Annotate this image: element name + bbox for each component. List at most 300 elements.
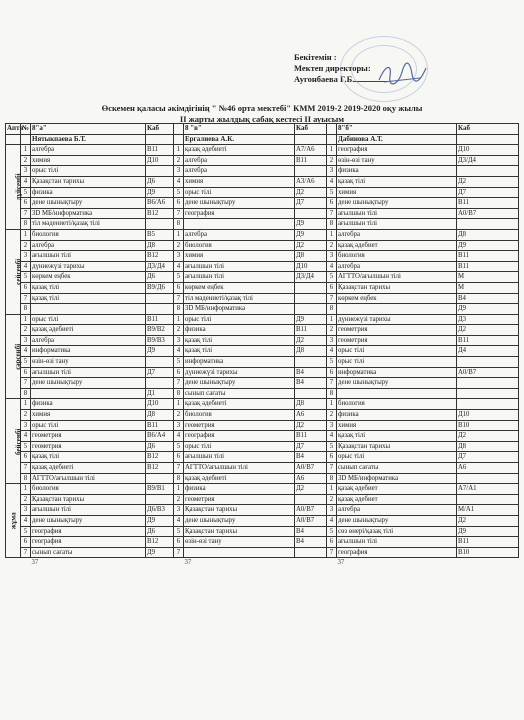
lesson-num-v: 4: [174, 431, 184, 442]
lesson-num-a: 7: [21, 463, 31, 474]
lesson-num-v: 1: [174, 229, 184, 240]
day-label: [6, 145, 21, 230]
day-label: [6, 484, 21, 558]
lesson-num-a: 2: [21, 325, 31, 336]
lesson-num-b: 5: [327, 272, 337, 283]
room-a: Д6/В3: [146, 505, 174, 516]
room-b: М: [457, 272, 519, 283]
room-a: Д3/Д4: [146, 261, 174, 272]
subject-a: 3D МБ/информатика: [31, 208, 146, 219]
lesson-num-v: 6: [174, 282, 184, 293]
lesson-num-b: 7: [327, 208, 337, 219]
header-row: [6, 124, 519, 135]
subject-b: қазақ әдебиет: [337, 484, 457, 495]
room-b: М/А1: [457, 505, 519, 516]
lesson-num-b: 3: [327, 335, 337, 346]
lesson-num-b: 2: [327, 494, 337, 505]
lesson-num-b: 2: [327, 325, 337, 336]
subject-b: ағылшын тілі: [337, 219, 457, 230]
subject-a: физика: [31, 399, 146, 410]
subject-v: Қазақстан тарихы: [184, 505, 295, 516]
room-a: Д1: [146, 388, 174, 399]
subject-a: көркем еңбек: [31, 272, 146, 283]
day-name: бейсенбі: [14, 428, 23, 455]
table-row: [6, 314, 519, 325]
subject-v: алгебра: [184, 155, 295, 166]
subject-a: орыс тілі: [31, 420, 146, 431]
lesson-num-a: 5: [21, 187, 31, 198]
total-class-b: 37: [337, 559, 345, 567]
lesson-num-v: 5: [174, 526, 184, 537]
lesson-num-b: 4: [327, 176, 337, 187]
header-cab-b: Каб: [457, 124, 519, 135]
lesson-num-v: 7: [174, 463, 184, 474]
subject-b: 3D МБ/информатика: [337, 473, 457, 484]
room-b: Д9: [457, 240, 519, 251]
subject-v: өзін-өзі тану: [184, 537, 295, 548]
room-v: В4: [295, 378, 327, 389]
lesson-num-b: 6: [327, 282, 337, 293]
room-b: [457, 378, 519, 389]
room-a: В9/Д6: [146, 282, 174, 293]
subject-v: дене шынықтыру: [184, 515, 295, 526]
subject-v: химия: [184, 176, 295, 187]
lesson-num-a: 7: [21, 547, 31, 558]
room-a: В6/А6: [146, 198, 174, 209]
room-a: [146, 378, 174, 389]
lesson-num-a: 1: [21, 314, 31, 325]
lesson-num-b: 1: [327, 484, 337, 495]
lesson-num-a: 7: [21, 378, 31, 389]
subject-a: геометрия: [31, 441, 146, 452]
room-v: В4: [295, 452, 327, 463]
header-class-a: 8"а": [31, 124, 146, 135]
room-a: Д6: [146, 272, 174, 283]
room-v: В11: [295, 155, 327, 166]
table-row: [6, 515, 519, 526]
lesson-num-b: 8: [327, 219, 337, 230]
subject-v: сынып сағаты: [184, 388, 295, 399]
table-row: [6, 251, 519, 262]
lesson-num-v: 1: [174, 314, 184, 325]
subject-a: қазақ әдебиеті: [31, 463, 146, 474]
room-b: Д2: [457, 176, 519, 187]
room-v: Д3/Д4: [295, 272, 327, 283]
subject-v: алгебра: [184, 229, 295, 240]
subject-b: алгебра: [337, 229, 457, 240]
subject-a: тіл мәдениеті/қазақ тілі: [31, 219, 146, 230]
lesson-num-a: 1: [21, 229, 31, 240]
room-v: [295, 388, 327, 399]
room-b: В11: [457, 261, 519, 272]
lesson-num-v: 3: [174, 505, 184, 516]
day-name: жұма: [9, 512, 18, 530]
room-v: [295, 166, 327, 177]
table-row: [6, 388, 519, 399]
lesson-num-a: 3: [21, 251, 31, 262]
lesson-num-a: 7: [21, 293, 31, 304]
lesson-num-a: 4: [21, 431, 31, 442]
room-v: Д2: [295, 240, 327, 251]
room-v: В4: [295, 537, 327, 548]
room-v: А0/В7: [295, 463, 327, 474]
room-b: А6: [457, 463, 519, 474]
room-b: В10: [457, 420, 519, 431]
header-class-v: 8 "в": [184, 124, 295, 135]
subject-b: қазақ әдебиет: [337, 494, 457, 505]
subject-b: Қазақстан тарихы: [337, 282, 457, 293]
header-spacer-b: [327, 124, 337, 135]
table-row: [6, 229, 519, 240]
teacher-class-b: Дабинова А.Т.: [337, 134, 457, 145]
room-a: В9/В1: [146, 484, 174, 495]
lesson-num-v: 8: [174, 473, 184, 484]
room-v: А0/В7: [295, 505, 327, 516]
subject-a: орыс тілі: [31, 166, 146, 177]
subject-a: алгебра: [31, 145, 146, 156]
subject-b: АГТТО/ағылшын тілі: [337, 272, 457, 283]
header-cab-v: Каб: [295, 124, 327, 135]
subject-a: информатика: [31, 346, 146, 357]
room-v: Д8: [295, 251, 327, 262]
lesson-num-a: 3: [21, 505, 31, 516]
lesson-num-a: 7: [21, 208, 31, 219]
lesson-num-v: 7: [174, 378, 184, 389]
lesson-num-b: 7: [327, 463, 337, 474]
subject-a: дене шынықтыру: [31, 378, 146, 389]
room-v: В4: [295, 526, 327, 537]
room-a: Д9: [146, 515, 174, 526]
lesson-num-a: 4: [21, 515, 31, 526]
room-a: [146, 494, 174, 505]
room-b: М: [457, 282, 519, 293]
room-v: [295, 208, 327, 219]
lesson-num-a: 8: [21, 388, 31, 399]
subject-b: ағылшын тілі: [337, 537, 457, 548]
room-a: Д6: [146, 176, 174, 187]
room-a: Д9: [146, 346, 174, 357]
teacher-class-v: Ергалиева А.К.: [184, 134, 295, 145]
subject-a: қазақ тілі: [31, 282, 146, 293]
table-row: [6, 431, 519, 442]
lesson-num-b: 1: [327, 399, 337, 410]
lesson-num-b: 2: [327, 410, 337, 421]
subject-a: физика: [31, 187, 146, 198]
room-a: [146, 293, 174, 304]
table-row: [6, 410, 519, 421]
room-b: А7/А1: [457, 484, 519, 495]
subject-v: дене шынықтыру: [184, 198, 295, 209]
room-v: Д7: [295, 198, 327, 209]
subject-a: ағылшын тілі: [31, 367, 146, 378]
subject-a: география: [31, 537, 146, 548]
room-a: Д9: [146, 187, 174, 198]
table-row: [6, 325, 519, 336]
subject-b: информатика: [337, 367, 457, 378]
lesson-num-b: 5: [327, 441, 337, 452]
subject-a: химия: [31, 410, 146, 421]
room-a: В6/А4: [146, 431, 174, 442]
table-row: [6, 346, 519, 357]
room-b: В11: [457, 251, 519, 262]
lesson-num-a: 2: [21, 240, 31, 251]
lesson-num-b: 1: [327, 145, 337, 156]
subject-a: ағылшын тілі: [31, 505, 146, 516]
room-v: [295, 293, 327, 304]
subject-v: география: [184, 208, 295, 219]
room-v: [295, 304, 327, 315]
room-b: Д8: [457, 441, 519, 452]
room-b: А0/В7: [457, 367, 519, 378]
subject-a: қазақ тілі: [31, 293, 146, 304]
teacher-row: [6, 134, 519, 145]
lesson-num-v: 4: [174, 261, 184, 272]
room-b: Д8: [457, 229, 519, 240]
lesson-num-b: 6: [327, 452, 337, 463]
subject-b: қазақ тілі: [337, 176, 457, 187]
room-b: Д3/Д4: [457, 155, 519, 166]
lesson-num-v: 7: [174, 547, 184, 558]
room-a: [146, 473, 174, 484]
lesson-num-a: 1: [21, 145, 31, 156]
lesson-num-v: 8: [174, 219, 184, 230]
subject-a: дене шынықтыру: [31, 198, 146, 209]
lesson-num-v: 3: [174, 420, 184, 431]
table-row: [6, 219, 519, 230]
subject-v: геометрия: [184, 420, 295, 431]
subject-v: Қазақстан тарихы: [184, 526, 295, 537]
room-b: Д7: [457, 452, 519, 463]
room-b: [457, 219, 519, 230]
table-row: [6, 293, 519, 304]
lesson-num-a: 5: [21, 357, 31, 368]
table-row: [6, 240, 519, 251]
subject-a: қазақ әдебиеті: [31, 325, 146, 336]
lesson-num-a: 5: [21, 272, 31, 283]
day-label: [6, 399, 21, 484]
subject-v: көркем еңбек: [184, 282, 295, 293]
subject-a: биология: [31, 229, 146, 240]
lesson-num-a: 6: [21, 537, 31, 548]
lesson-num-v: 4: [174, 515, 184, 526]
subject-a: қазақ тілі: [31, 452, 146, 463]
table-row: [6, 198, 519, 209]
table-row: [6, 145, 519, 156]
lesson-num-b: 4: [327, 346, 337, 357]
subject-b: орыс тілі: [337, 346, 457, 357]
table-row: [6, 452, 519, 463]
lesson-num-b: 8: [327, 304, 337, 315]
lesson-num-v: 7: [174, 293, 184, 304]
table-row: [6, 399, 519, 410]
subject-v: орыс тілі: [184, 187, 295, 198]
subject-b: физика: [337, 166, 457, 177]
room-b: Д7: [457, 187, 519, 198]
lesson-num-v: 8: [174, 388, 184, 399]
subject-b: алгебра: [337, 505, 457, 516]
totals-row: [6, 558, 519, 568]
table-row: [6, 187, 519, 198]
subject-b: [337, 388, 457, 399]
lesson-num-a: 3: [21, 335, 31, 346]
room-v: Д9: [295, 314, 327, 325]
lesson-num-b: 4: [327, 261, 337, 272]
room-a: Д6: [146, 441, 174, 452]
total-class-v: 37: [184, 559, 192, 567]
subject-v: химия: [184, 251, 295, 262]
lesson-num-b: 7: [327, 293, 337, 304]
lesson-num-b: 2: [327, 155, 337, 166]
room-v: Д2: [295, 335, 327, 346]
header-class-b: 8"б": [337, 124, 457, 135]
subject-v: физика: [184, 325, 295, 336]
room-b: Д3: [457, 314, 519, 325]
room-v: [295, 547, 327, 558]
room-v: А7/А6: [295, 145, 327, 156]
table-row: [6, 484, 519, 495]
subject-b: орыс тілі: [337, 357, 457, 368]
lesson-num-b: 8: [327, 473, 337, 484]
room-v: Д2: [295, 484, 327, 495]
room-a: В12: [146, 452, 174, 463]
subject-v: биология: [184, 410, 295, 421]
room-v: Д8: [295, 399, 327, 410]
lesson-num-v: 2: [174, 155, 184, 166]
room-a: В11: [146, 420, 174, 431]
room-a: [146, 219, 174, 230]
subject-v: тіл мәдениеті/қазақ тілі: [184, 293, 295, 304]
room-a: [146, 166, 174, 177]
subject-v: орыс тілі: [184, 441, 295, 452]
subject-b: геометрия: [337, 335, 457, 346]
table-row: [6, 526, 519, 537]
subject-v: орыс тілі: [184, 314, 295, 325]
table-row: [6, 335, 519, 346]
subject-v: алгебра: [184, 166, 295, 177]
lesson-num-a: 6: [21, 282, 31, 293]
subject-v: биология: [184, 240, 295, 251]
subject-v: дүниежүзі тарихы: [184, 367, 295, 378]
document-subtitle: II жарты жылдық сабақ кестесі II ауысым: [179, 114, 345, 124]
lesson-num-a: 8: [21, 219, 31, 230]
lesson-num-a: 6: [21, 198, 31, 209]
room-a: Д9: [146, 547, 174, 558]
approval-label: Бекітемін :: [294, 52, 337, 62]
room-b: Д9: [457, 304, 519, 315]
lesson-num-b: 5: [327, 187, 337, 198]
table-row: [6, 494, 519, 505]
lesson-num-a: 5: [21, 526, 31, 537]
subject-a: ағылшын тілі: [31, 251, 146, 262]
room-v: Д2: [295, 187, 327, 198]
room-b: В11: [457, 537, 519, 548]
lesson-num-b: 5: [327, 357, 337, 368]
room-a: В12: [146, 251, 174, 262]
subject-v: информатика: [184, 357, 295, 368]
room-b: [457, 473, 519, 484]
room-b: Д10: [457, 410, 519, 421]
subject-b: география: [337, 145, 457, 156]
room-v: В4: [295, 367, 327, 378]
table-row: [6, 166, 519, 177]
room-b: [457, 166, 519, 177]
room-b: Д9: [457, 526, 519, 537]
subject-b: география: [337, 547, 457, 558]
teacher-class-a: Нятыкпаева Б.Т.: [31, 134, 146, 145]
subject-a: сынып сағаты: [31, 547, 146, 558]
room-a: В12: [146, 463, 174, 474]
lesson-num-v: 3: [174, 335, 184, 346]
table-row: [6, 282, 519, 293]
subject-a: алгебра: [31, 335, 146, 346]
room-b: В4: [457, 293, 519, 304]
subject-a: өзін-өзі тану: [31, 357, 146, 368]
lesson-num-a: 1: [21, 399, 31, 410]
day-label: [6, 229, 21, 314]
lesson-num-a: 5: [21, 441, 31, 452]
table-row: [6, 537, 519, 548]
subject-a: Қазақстан тарихы: [31, 176, 146, 187]
lesson-num-a: 8: [21, 304, 31, 315]
room-a: [146, 357, 174, 368]
room-a: Д7: [146, 367, 174, 378]
subject-b: дене шынықтыру: [337, 378, 457, 389]
subject-a: дүниежүзі тарихы: [31, 261, 146, 272]
room-a: В12: [146, 208, 174, 219]
day-name: сәрсенбі: [14, 343, 23, 370]
subject-b: [337, 304, 457, 315]
subject-a: химия: [31, 155, 146, 166]
table-row: [6, 155, 519, 166]
schedule-table-wrapper: [5, 123, 519, 568]
lesson-num-b: 1: [327, 229, 337, 240]
lesson-num-b: 8: [327, 388, 337, 399]
room-b: В11: [457, 198, 519, 209]
lesson-num-b: 3: [327, 505, 337, 516]
subject-b: орыс тілі: [337, 452, 457, 463]
document-title: Өскемен қаласы әкімдігінің " №46 орта мектебі" КММ 2019-2 2019-2020 оқу жылы: [101, 103, 423, 113]
subject-b: дүниежүзі тарихы: [337, 314, 457, 325]
room-b: В10: [457, 547, 519, 558]
lesson-num-b: 6: [327, 537, 337, 548]
lesson-num-v: 7: [174, 208, 184, 219]
table-row: [6, 473, 519, 484]
subject-v: ағылшын тілі: [184, 261, 295, 272]
room-a: Д10: [146, 155, 174, 166]
room-b: [457, 357, 519, 368]
subject-b: көркем еңбек: [337, 293, 457, 304]
subject-b: биология: [337, 251, 457, 262]
table-row: [6, 505, 519, 516]
table-row: [6, 176, 519, 187]
lesson-num-a: 3: [21, 420, 31, 431]
lesson-num-v: 6: [174, 452, 184, 463]
subject-b: өзін-өзі тану: [337, 155, 457, 166]
subject-v: физика: [184, 484, 295, 495]
room-v: [295, 282, 327, 293]
lesson-num-b: 3: [327, 251, 337, 262]
director-label: Мектеп директоры:: [294, 63, 371, 73]
lesson-num-b: 6: [327, 367, 337, 378]
subject-v: қазақ әдебиеті: [184, 145, 295, 156]
day-label: [6, 314, 21, 399]
room-a: В12: [146, 537, 174, 548]
room-b: Д2: [457, 515, 519, 526]
director-name: Аугонбаева Г.Б.: [294, 74, 514, 85]
schedule-body: [6, 145, 519, 568]
lesson-num-b: 6: [327, 198, 337, 209]
lesson-num-v: 2: [174, 240, 184, 251]
